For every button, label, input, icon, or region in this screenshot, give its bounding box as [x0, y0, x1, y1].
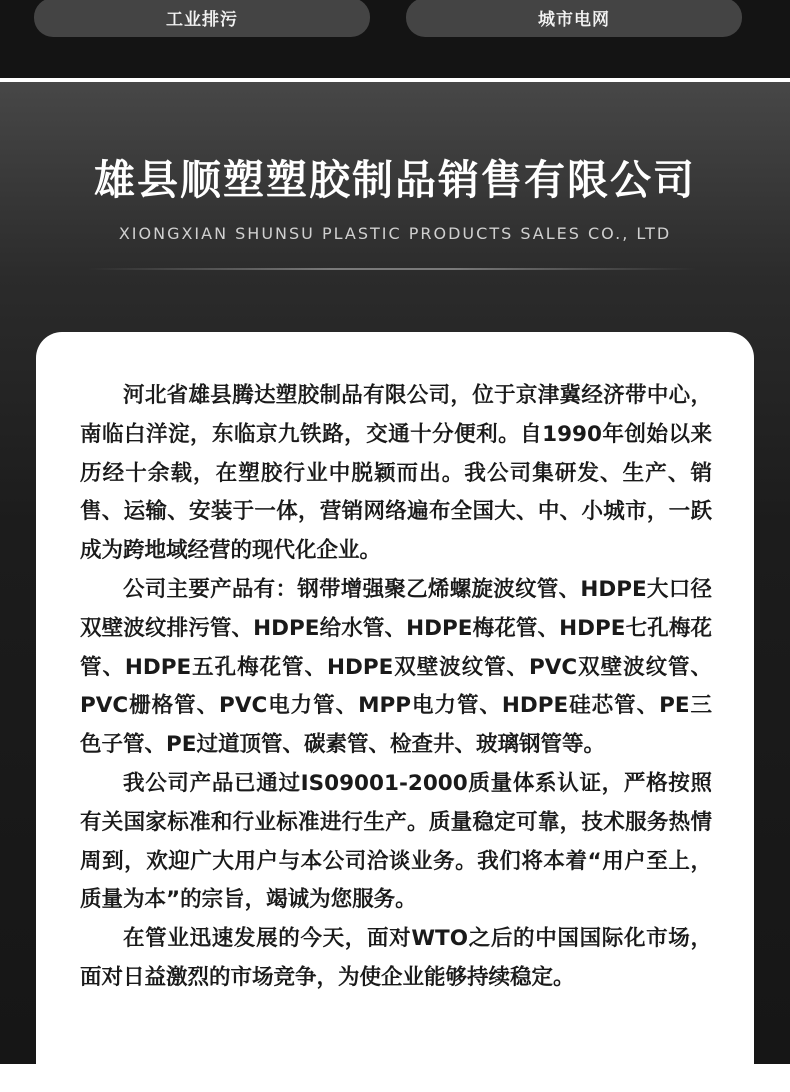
top-nav-band	[0, 0, 790, 78]
intro-paragraph: 在管业迅速发展的今天，面对WTO之后的中国国际化市场，面对日益激烈的市场竞争，为使企业能够持续稳定。	[80, 926, 712, 990]
company-name-cn: 雄县顺塑塑胶制品销售有限公司	[94, 156, 696, 204]
intro-text	[80, 377, 712, 998]
intro-paragraph: 公司主要产品有：钢带增强聚乙烯螺旋波纹管、HDPE大口径双壁波纹排污管、HDPE给水管、HDPE梅花管、HDPE七孔梅花管、HDPE五孔梅花管、HDPE双壁波纹管、PVC双壁波纹管、PVC栅格管、PVC电力管、MPP电力管、HDPE硅芯管、PE三色子管、PE过道顶管、碳素管、检查井、玻璃钢管等。	[80, 576, 712, 758]
intro-paragraph: 河北省雄县腾达塑胶制品有限公司，位于京津冀经济带中心，南临白洋淀，东临京九铁路，交通十分便利。自1990年创始以来历经十余载，在塑胶行业中脱颖而出。我公司集研发、生产、销售、运输、安装于一体，营销网络遍布全国大、中、小城市，一跃成为跨地域经营的现代化企业。	[80, 383, 712, 564]
title-divider	[88, 268, 696, 270]
city-power-grid-button[interactable]: 城市电网	[406, 0, 742, 37]
industrial-sewage-button[interactable]: 工业排污	[34, 0, 370, 37]
intro-paragraph: 我公司产品已通过IS09001-2000质量体系认证，严格按照有关国家标准和行业标准进行生产。质量稳定可靠，技术服务热情周到，欢迎广大用户与本公司洽谈业务。我们将本着“用户至上，质量为本”的宗旨，竭诚为您服务。	[80, 770, 712, 913]
company-name-en: XIONGXIAN SHUNSU PLASTIC PRODUCTS SALES CO., LTD	[118, 224, 672, 243]
